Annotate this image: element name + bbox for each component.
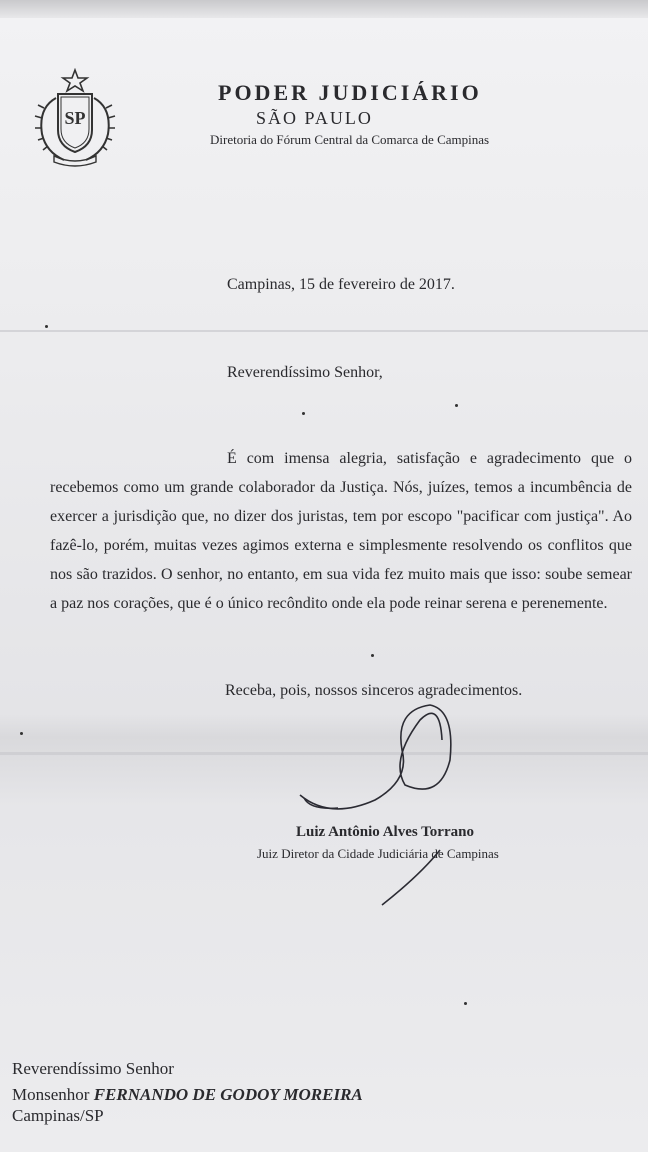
letter-body (50, 444, 632, 618)
paper-speck (45, 325, 48, 328)
seal-text: SP (64, 108, 86, 128)
page-title: PODER JUDICIÁRIO (218, 80, 482, 105)
signatory-name: Luiz Antônio Alves Torrano (296, 824, 474, 840)
paper-top-edge (0, 0, 648, 18)
page-subtitle: SÃO PAULO (256, 108, 373, 128)
sao-paulo-coat-of-arms-icon (30, 68, 120, 168)
recipient-name: FERNANDO DE GODOY MOREIRA (93, 1085, 363, 1104)
recipient-line-3: Campinas/SP (12, 1106, 104, 1125)
letter-closing: Receba, pois, nossos sinceros agradecimentos. (225, 682, 523, 699)
recipient-line-1: Reverendíssimo Senhor (12, 1059, 174, 1078)
letter-body-text: É com imensa alegria, satisfação e agradecimento que o recebemos como um grande colaborador da Justiça. Nós, juízes, temos a incumbência de exercer a jurisdição que, no dizer dos juristas, tem por escopo "pacificar com justiça". Ao fazê-lo, porém, muitas vezes agimos externa e simplesmente resolvendo os conflitos que nos são trazidos. O senhor, no entanto, em sua vida fez muito mais que isso: soube semear a paz nos corações, que é o único recôndito onde ela pode reinar serena e perenemente. (50, 450, 632, 612)
paper-speck (20, 732, 23, 735)
letter-salutation: Reverendíssimo Senhor, (227, 364, 383, 381)
paper-speck (302, 412, 305, 415)
letter-date: Campinas, 15 de fevereiro de 2017. (227, 276, 455, 293)
recipient-line-2 (12, 1085, 363, 1105)
paper-fold-line (0, 330, 648, 332)
paper-speck (371, 654, 374, 657)
recipient-title: Monsenhor (12, 1085, 90, 1104)
paper-speck (464, 1002, 467, 1005)
paper-speck (455, 404, 458, 407)
signatory-role: Juiz Diretor da Cidade Judiciária de Campinas (257, 846, 499, 861)
handwritten-signature (290, 700, 490, 910)
department-line: Diretoria do Fórum Central da Comarca de Campinas (210, 132, 490, 147)
